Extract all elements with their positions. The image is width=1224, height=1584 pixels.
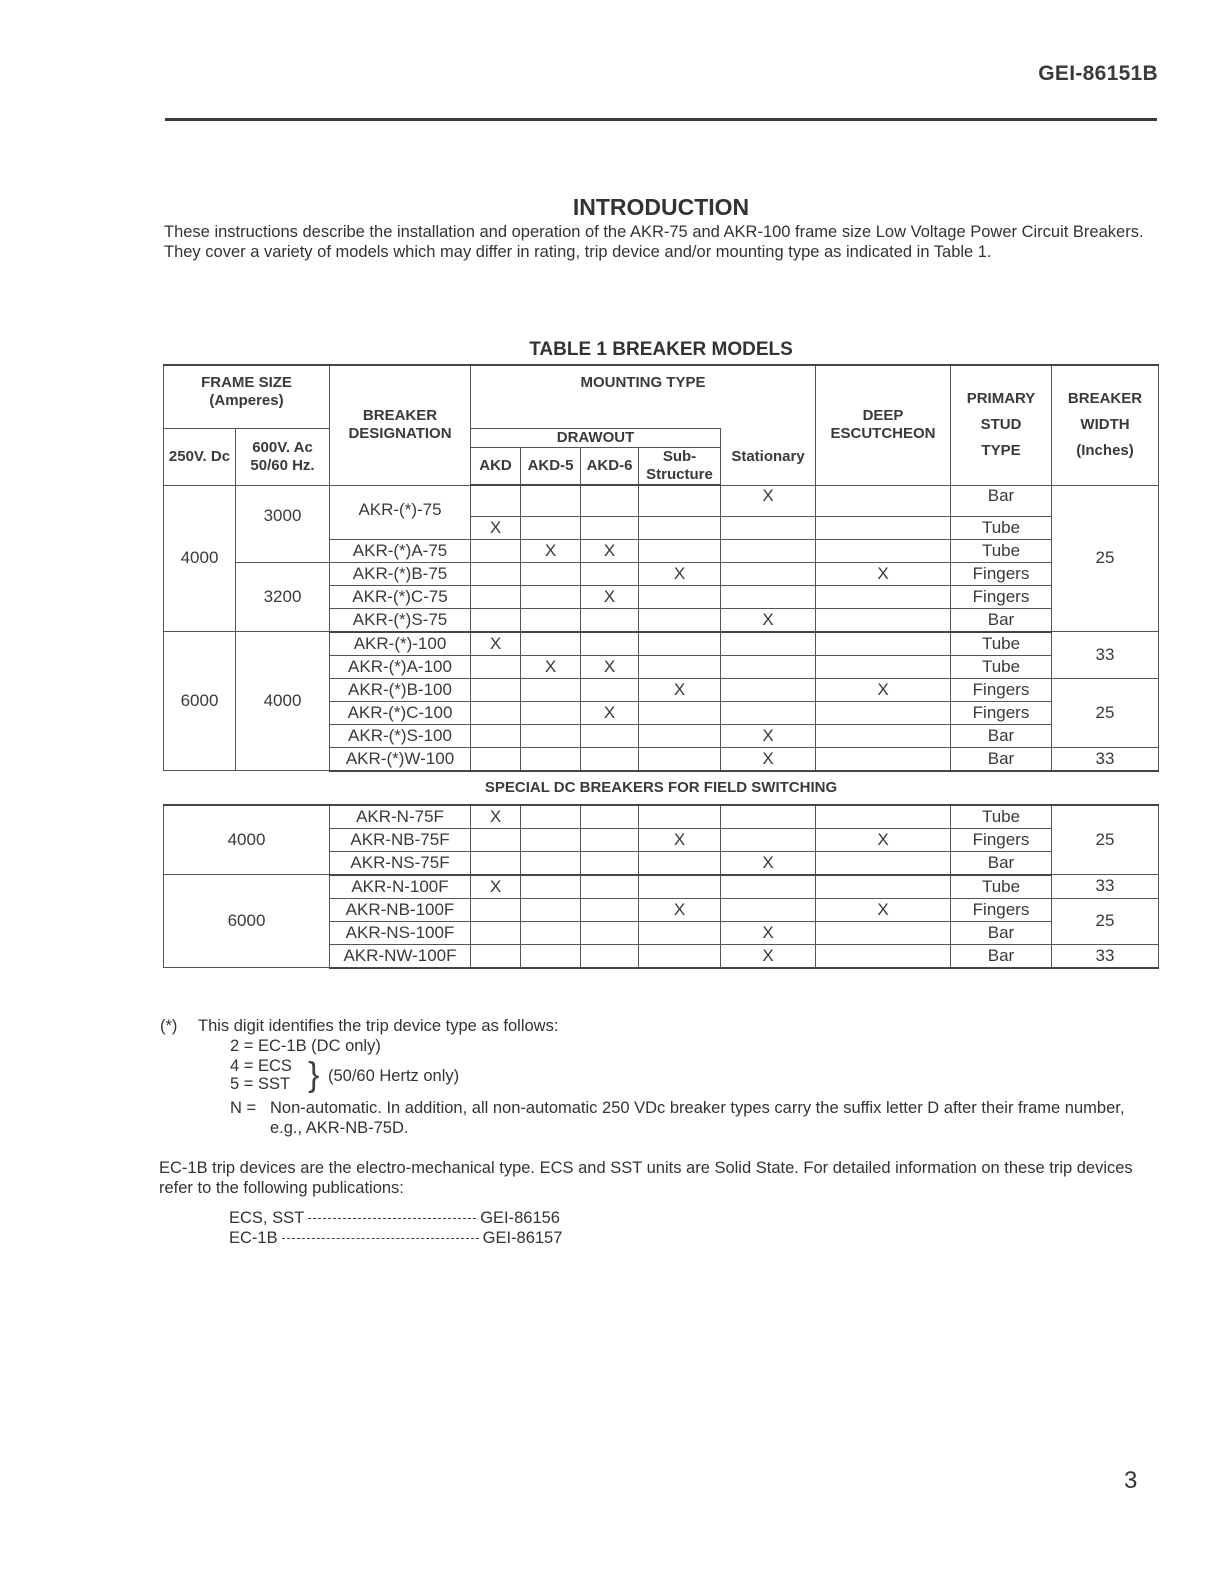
footnote-item-5: 5 = SST <box>230 1075 291 1093</box>
col-600v-ac-header: 600V. Ac 50/60 Hz. <box>236 429 330 486</box>
frame-250v-cell: 6000 <box>164 632 236 771</box>
designation-cell: AKR-(*)C-75 <box>330 585 471 608</box>
publication-number: GEI-86157 <box>482 1229 563 1247</box>
width-cell: 25 <box>1052 678 1159 747</box>
designation-cell: AKR-N-100F <box>330 875 471 899</box>
akd6-cell <box>581 724 639 747</box>
akd-cell: X <box>471 875 521 899</box>
akd6-cell <box>581 516 639 539</box>
akd5-cell <box>521 747 581 771</box>
deep-escutcheon-cell: X <box>816 562 951 585</box>
akd-cell <box>471 944 521 968</box>
akd-cell: X <box>471 632 521 656</box>
akd-cell <box>471 655 521 678</box>
stationary-cell: X <box>721 921 816 944</box>
publication-name: ECS, SST <box>229 1209 305 1227</box>
dot-leader <box>308 1218 476 1219</box>
akd5-cell <box>521 608 581 632</box>
deep-escutcheon-cell <box>816 516 951 539</box>
akd-cell <box>471 539 521 562</box>
col-250v-dc-header: 250V. Dc <box>164 429 236 486</box>
stud-type-cell: Tube <box>951 655 1052 678</box>
akd6-cell <box>581 898 639 921</box>
akd5-cell <box>521 944 581 968</box>
akd-cell <box>471 585 521 608</box>
frame-600v-cell: 4000 <box>236 632 330 771</box>
stationary-cell <box>721 539 816 562</box>
stationary-cell <box>721 655 816 678</box>
designation-cell: AKR-NS-75F <box>330 851 471 875</box>
substructure-cell <box>639 516 721 539</box>
substructure-cell <box>639 747 721 771</box>
stationary-cell <box>721 632 816 656</box>
akd-cell <box>471 608 521 632</box>
designation-cell: AKR-N-75F <box>330 805 471 829</box>
deep-escutcheon-cell <box>816 539 951 562</box>
width-cell: 25 <box>1052 485 1159 632</box>
akd6-cell <box>581 608 639 632</box>
akd-cell: X <box>471 516 521 539</box>
width-cell: 33 <box>1052 747 1159 771</box>
table-row <box>164 805 1159 829</box>
substructure-cell <box>639 875 721 899</box>
substructure-cell: X <box>639 828 721 851</box>
page-title: INTRODUCTION <box>572 194 750 220</box>
akd-header: AKD <box>471 448 521 486</box>
stationary-cell: X <box>721 851 816 875</box>
stationary-cell <box>721 678 816 701</box>
akd-cell <box>471 898 521 921</box>
akd5-cell <box>521 828 581 851</box>
stud-type-cell: Bar <box>951 608 1052 632</box>
stud-type-cell: Fingers <box>951 678 1052 701</box>
akd6-cell <box>581 851 639 875</box>
publication-name: EC-1B <box>229 1229 278 1247</box>
deep-escutcheon-cell: X <box>816 828 951 851</box>
substructure-cell <box>639 724 721 747</box>
designation-cell: AKR-(*)C-100 <box>330 701 471 724</box>
akd6-cell <box>581 805 639 829</box>
frame-600v-cell: 3200 <box>236 562 330 632</box>
stationary-cell <box>721 875 816 899</box>
designation-cell: AKR-(*)A-100 <box>330 655 471 678</box>
substructure-cell <box>639 851 721 875</box>
deep-escutcheon-cell <box>816 485 951 516</box>
akd5-cell <box>521 921 581 944</box>
substructure-cell <box>639 632 721 656</box>
stationary-cell: X <box>721 608 816 632</box>
stationary-cell <box>721 701 816 724</box>
akd6-header: AKD-6 <box>581 448 639 486</box>
stud-type-cell: Bar <box>951 944 1052 968</box>
stud-type-cell: Fingers <box>951 562 1052 585</box>
deep-escutcheon-cell: X <box>816 678 951 701</box>
deep-escutcheon-cell <box>816 585 951 608</box>
width-cell: 33 <box>1052 875 1159 899</box>
stud-type-cell: Tube <box>951 875 1052 899</box>
stud-type-cell: Bar <box>951 851 1052 875</box>
akd5-cell: X <box>521 539 581 562</box>
substructure-header: Sub- Structure <box>639 448 721 486</box>
akd5-cell: X <box>521 655 581 678</box>
mounting-type-header: MOUNTING TYPE <box>471 365 816 429</box>
substructure-cell <box>639 539 721 562</box>
designation-cell: AKR-(*)-75 <box>330 485 471 539</box>
deep-escutcheon-cell <box>816 701 951 724</box>
stationary-cell: X <box>721 944 816 968</box>
document-number: GEI-86151B <box>1038 62 1158 85</box>
deep-escutcheon-cell <box>816 632 951 656</box>
deep-escutcheon-cell <box>816 851 951 875</box>
substructure-cell <box>639 701 721 724</box>
stud-type-cell: Tube <box>951 516 1052 539</box>
frame-250v-cell: 4000 <box>164 485 236 632</box>
footnote-item-n-text: Non-automatic. In addition, all non-automatic 250 VDc breaker types carry the suffix letter D after their frame number, e.g., AKR-NB-75D. <box>270 1099 1125 1137</box>
special-section-title: SPECIAL DC BREAKERS FOR FIELD SWITCHING <box>484 778 838 796</box>
akd-cell: X <box>471 805 521 829</box>
akd-cell <box>471 747 521 771</box>
table-row <box>164 562 1159 585</box>
dot-leader <box>282 1238 479 1239</box>
stationary-cell <box>721 898 816 921</box>
akd5-cell <box>521 875 581 899</box>
footnote-item-4: 4 = ECS <box>230 1057 292 1075</box>
substructure-cell <box>639 608 721 632</box>
akd5-cell <box>521 701 581 724</box>
akd-cell <box>471 701 521 724</box>
width-cell: 25 <box>1052 898 1159 944</box>
width-cell: 25 <box>1052 805 1159 875</box>
primary-stud-type-header: PRIMARY STUD TYPE <box>951 365 1052 485</box>
stationary-cell <box>721 828 816 851</box>
page-number: 3 <box>1124 1467 1138 1494</box>
akd5-cell <box>521 516 581 539</box>
designation-cell: AKR-(*)A-75 <box>330 539 471 562</box>
akd6-cell <box>581 678 639 701</box>
footnote-marker: (*) <box>160 1017 178 1035</box>
stationary-cell: X <box>721 747 816 771</box>
stud-type-cell: Tube <box>951 632 1052 656</box>
substructure-cell <box>639 921 721 944</box>
breaker-designation-header: BREAKER DESIGNATION <box>330 365 471 485</box>
akd6-cell: X <box>581 701 639 724</box>
breaker-models-table <box>163 364 1159 969</box>
width-cell: 33 <box>1052 944 1159 968</box>
table-row <box>164 875 1159 899</box>
akd5-cell <box>521 678 581 701</box>
header-rule <box>165 118 1157 121</box>
akd-cell <box>471 485 521 516</box>
stationary-cell <box>721 585 816 608</box>
akd-cell <box>471 828 521 851</box>
designation-cell: AKR-NW-100F <box>330 944 471 968</box>
stud-type-cell: Bar <box>951 747 1052 771</box>
intro-paragraph: These instructions describe the installation and operation of the AKR-75 and AKR-100 frame size Low Voltage Power Circuit Breakers. They cover a variety of models which may differ in rating, trip device and/or mounting type as indicated in Table 1. <box>164 223 1144 261</box>
deep-escutcheon-cell <box>816 608 951 632</box>
akd5-cell <box>521 632 581 656</box>
stud-type-cell: Fingers <box>951 585 1052 608</box>
substructure-cell <box>639 485 721 516</box>
substructure-cell <box>639 585 721 608</box>
designation-cell: AKR-(*)-100 <box>330 632 471 656</box>
stationary-cell: X <box>721 485 816 516</box>
width-cell: 33 <box>1052 632 1159 679</box>
stud-type-cell: Bar <box>951 724 1052 747</box>
stud-type-cell: Bar <box>951 921 1052 944</box>
deep-escutcheon-cell <box>816 805 951 829</box>
stationary-cell: X <box>721 724 816 747</box>
footnote-frequency-note: (50/60 Hertz only) <box>328 1067 460 1085</box>
akd-cell <box>471 562 521 585</box>
akd5-cell <box>521 851 581 875</box>
designation-cell: AKR-NB-75F <box>330 828 471 851</box>
drawout-header: DRAWOUT <box>471 429 721 448</box>
designation-cell: AKR-(*)W-100 <box>330 747 471 771</box>
substructure-cell: X <box>639 898 721 921</box>
table-row <box>164 632 1159 656</box>
deep-escutcheon-cell <box>816 875 951 899</box>
akd6-cell <box>581 828 639 851</box>
stud-type-cell: Fingers <box>951 898 1052 921</box>
akd6-cell: X <box>581 655 639 678</box>
table-title: TABLE 1 BREAKER MODELS <box>529 339 793 360</box>
designation-cell: AKR-(*)B-75 <box>330 562 471 585</box>
brace-icon: } <box>308 1056 320 1094</box>
akd6-cell: X <box>581 585 639 608</box>
stud-type-cell: Fingers <box>951 701 1052 724</box>
akd6-cell <box>581 747 639 771</box>
table-row <box>164 485 1159 516</box>
deep-escutcheon-header: DEEP ESCUTCHEON <box>816 365 951 485</box>
designation-cell: AKR-(*)B-100 <box>330 678 471 701</box>
substructure-cell <box>639 944 721 968</box>
deep-escutcheon-cell <box>816 655 951 678</box>
akd6-cell <box>581 562 639 585</box>
deep-escutcheon-cell <box>816 921 951 944</box>
substructure-cell <box>639 655 721 678</box>
footnote-item-n-label: N = <box>230 1099 257 1117</box>
akd5-cell <box>521 562 581 585</box>
akd5-cell <box>521 898 581 921</box>
frame-size-header: FRAME SIZE (Amperes) <box>164 365 330 429</box>
stud-type-cell: Tube <box>951 539 1052 562</box>
designation-cell: AKR-NB-100F <box>330 898 471 921</box>
publication-number: GEI-86156 <box>480 1209 560 1227</box>
stud-type-cell: Fingers <box>951 828 1052 851</box>
akd5-cell <box>521 585 581 608</box>
deep-escutcheon-cell <box>816 724 951 747</box>
stud-type-cell: Bar <box>951 485 1052 516</box>
akd5-cell <box>521 805 581 829</box>
akd6-cell: X <box>581 539 639 562</box>
publication-row <box>229 1229 562 1248</box>
akd-cell <box>471 678 521 701</box>
akd-cell <box>471 921 521 944</box>
akd5-header: AKD-5 <box>521 448 581 486</box>
designation-cell: AKR-(*)S-100 <box>330 724 471 747</box>
special-frame-cell: 4000 <box>164 805 330 875</box>
footnote-item-2: 2 = EC-1B (DC only) <box>230 1037 381 1055</box>
breaker-width-header: BREAKER WIDTH (Inches) <box>1052 365 1159 485</box>
substructure-cell <box>639 805 721 829</box>
stud-type-cell: Tube <box>951 805 1052 829</box>
special-frame-cell: 6000 <box>164 875 330 968</box>
akd5-cell <box>521 485 581 516</box>
deep-escutcheon-cell: X <box>816 898 951 921</box>
stationary-cell <box>721 516 816 539</box>
akd6-cell <box>581 485 639 516</box>
akd6-cell <box>581 944 639 968</box>
akd-cell <box>471 851 521 875</box>
stationary-cell <box>721 562 816 585</box>
frame-600v-cell: 3000 <box>236 485 330 562</box>
akd5-cell <box>521 724 581 747</box>
designation-cell: AKR-NS-100F <box>330 921 471 944</box>
akd6-cell <box>581 632 639 656</box>
designation-cell: AKR-(*)S-75 <box>330 608 471 632</box>
stationary-cell <box>721 805 816 829</box>
substructure-cell: X <box>639 562 721 585</box>
substructure-cell: X <box>639 678 721 701</box>
deep-escutcheon-cell <box>816 944 951 968</box>
akd6-cell <box>581 921 639 944</box>
trip-devices-paragraph: EC-1B trip devices are the electro-mechanical type. ECS and SST units are Solid State. For detailed information on these trip devices refer to the following publications: <box>159 1159 1133 1197</box>
publication-row <box>229 1209 560 1228</box>
stationary-header: Stationary <box>721 429 816 486</box>
akd6-cell <box>581 875 639 899</box>
akd-cell <box>471 724 521 747</box>
deep-escutcheon-cell <box>816 747 951 771</box>
footnote-intro: This digit identifies the trip device type as follows: <box>198 1017 559 1035</box>
